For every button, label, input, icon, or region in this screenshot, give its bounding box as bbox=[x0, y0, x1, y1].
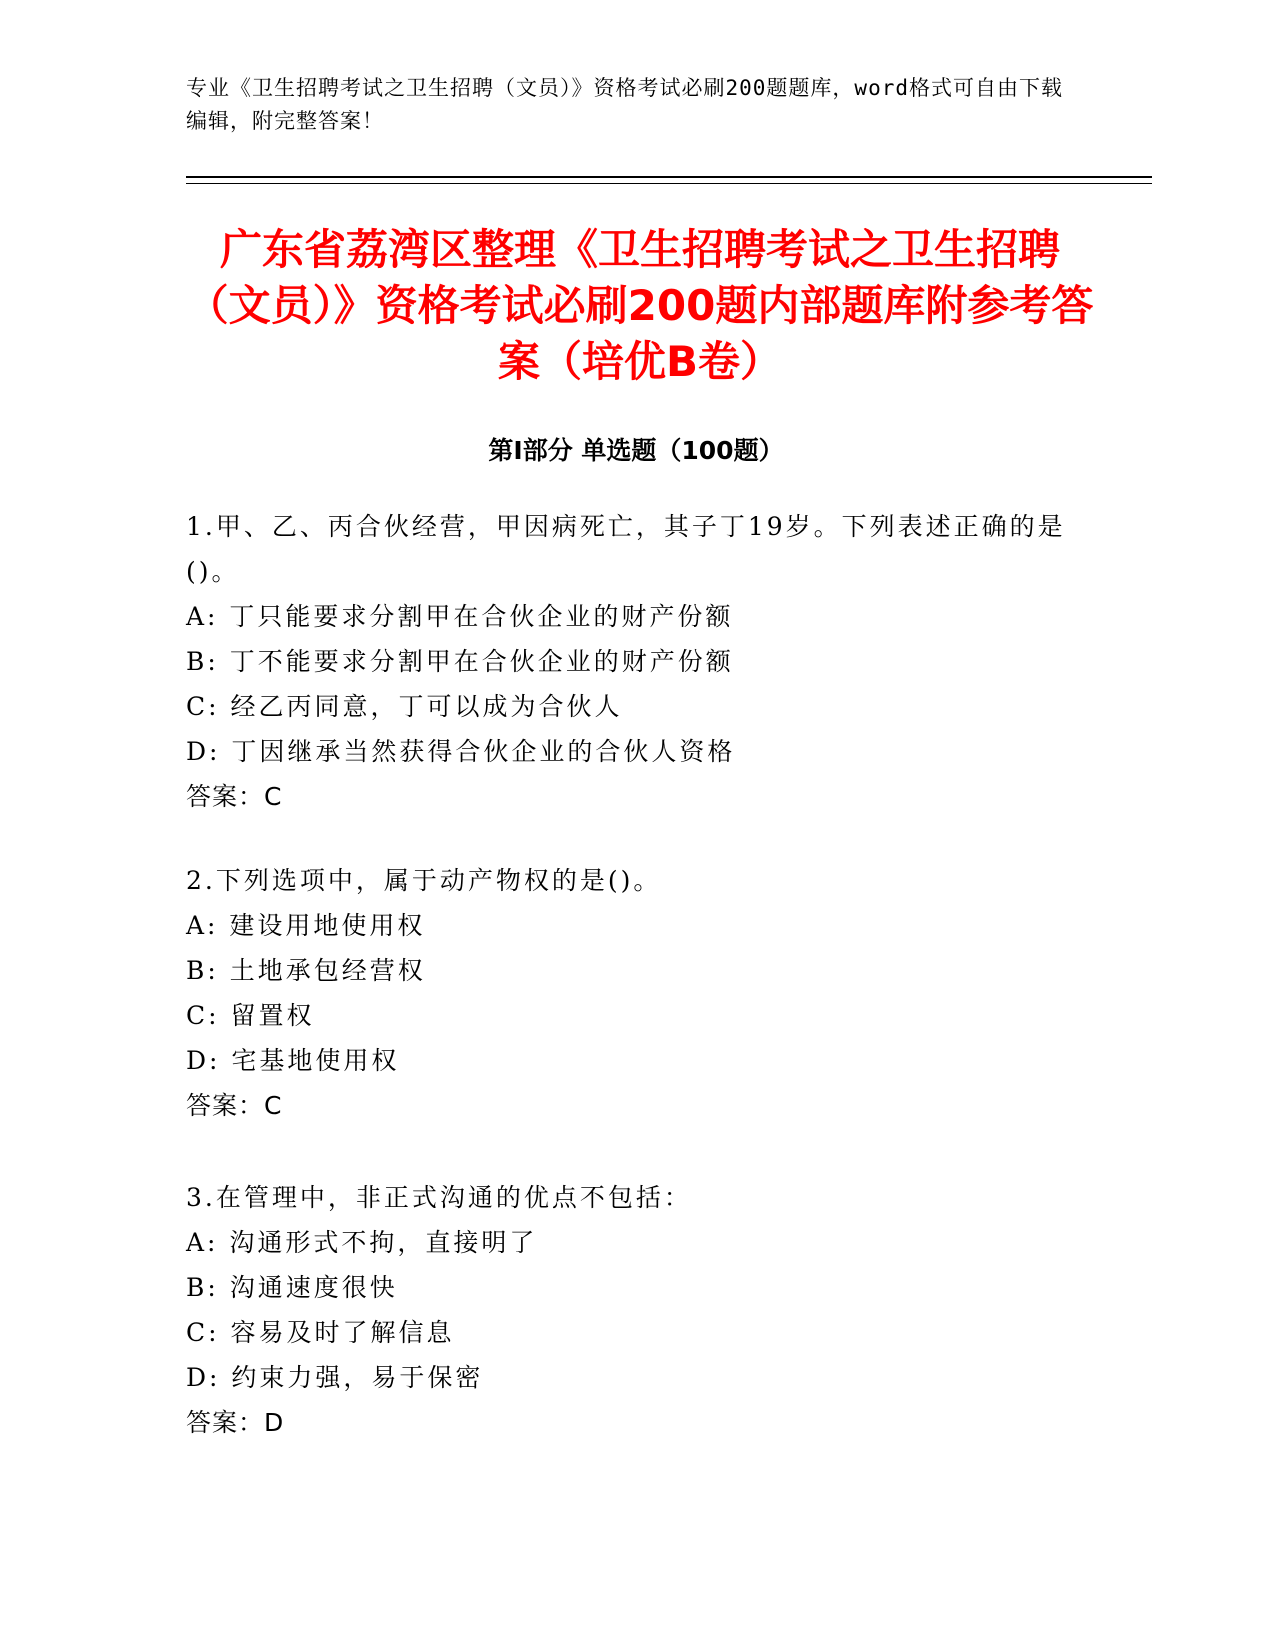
option-c: C: 容易及时了解信息 bbox=[186, 1318, 455, 1347]
header-divider-thin bbox=[186, 183, 1152, 184]
option-d: D: 宅基地使用权 bbox=[186, 1046, 400, 1075]
option-a: A: 建设用地使用权 bbox=[186, 911, 426, 940]
section-title: 第Ⅰ部分 单选题（100题） bbox=[488, 436, 784, 465]
question-stem: 3.在管理中，非正式沟通的优点不包括： bbox=[186, 1183, 692, 1212]
option-b: B: 土地承包经营权 bbox=[186, 956, 426, 985]
option-d: D: 丁因继承当然获得合伙企业的合伙人资格 bbox=[186, 737, 736, 766]
question-2 bbox=[186, 858, 1066, 1128]
question-1 bbox=[186, 504, 1066, 819]
header-divider-thick bbox=[186, 176, 1152, 178]
question-stem: 1.甲、乙、丙合伙经营，甲因病死亡，其子丁19岁。下列表述正确的是()。 bbox=[186, 512, 1066, 586]
header-note: 专业《卫生招聘考试之卫生招聘（文员）》资格考试必刷200题题库，word格式可自由下载编辑，附完整答案！ bbox=[186, 76, 1063, 133]
option-a: A: 丁只能要求分割甲在合伙企业的财产份额 bbox=[186, 602, 734, 631]
option-d: D: 约束力强，易于保密 bbox=[186, 1363, 484, 1392]
option-c: C: 留置权 bbox=[186, 1001, 315, 1030]
option-b: B: 丁不能要求分割甲在合伙企业的财产份额 bbox=[186, 647, 734, 676]
question-3 bbox=[186, 1175, 1066, 1445]
question-stem: 2.下列选项中，属于动产物权的是()。 bbox=[186, 866, 662, 895]
option-c: C: 经乙丙同意，丁可以成为合伙人 bbox=[186, 692, 623, 721]
option-a: A: 沟通形式不拘，直接明了 bbox=[186, 1228, 538, 1257]
answer: 答案：D bbox=[186, 1408, 285, 1437]
option-b: B: 沟通速度很快 bbox=[186, 1273, 398, 1302]
answer: 答案：C bbox=[186, 1091, 283, 1120]
answer: 答案：C bbox=[186, 782, 283, 811]
document-title: 广东省荔湾区整理《卫生招聘考试之卫生招聘（文员）》资格考试必刷200题内部题库附参考答案（培优B卷） bbox=[186, 225, 1094, 386]
